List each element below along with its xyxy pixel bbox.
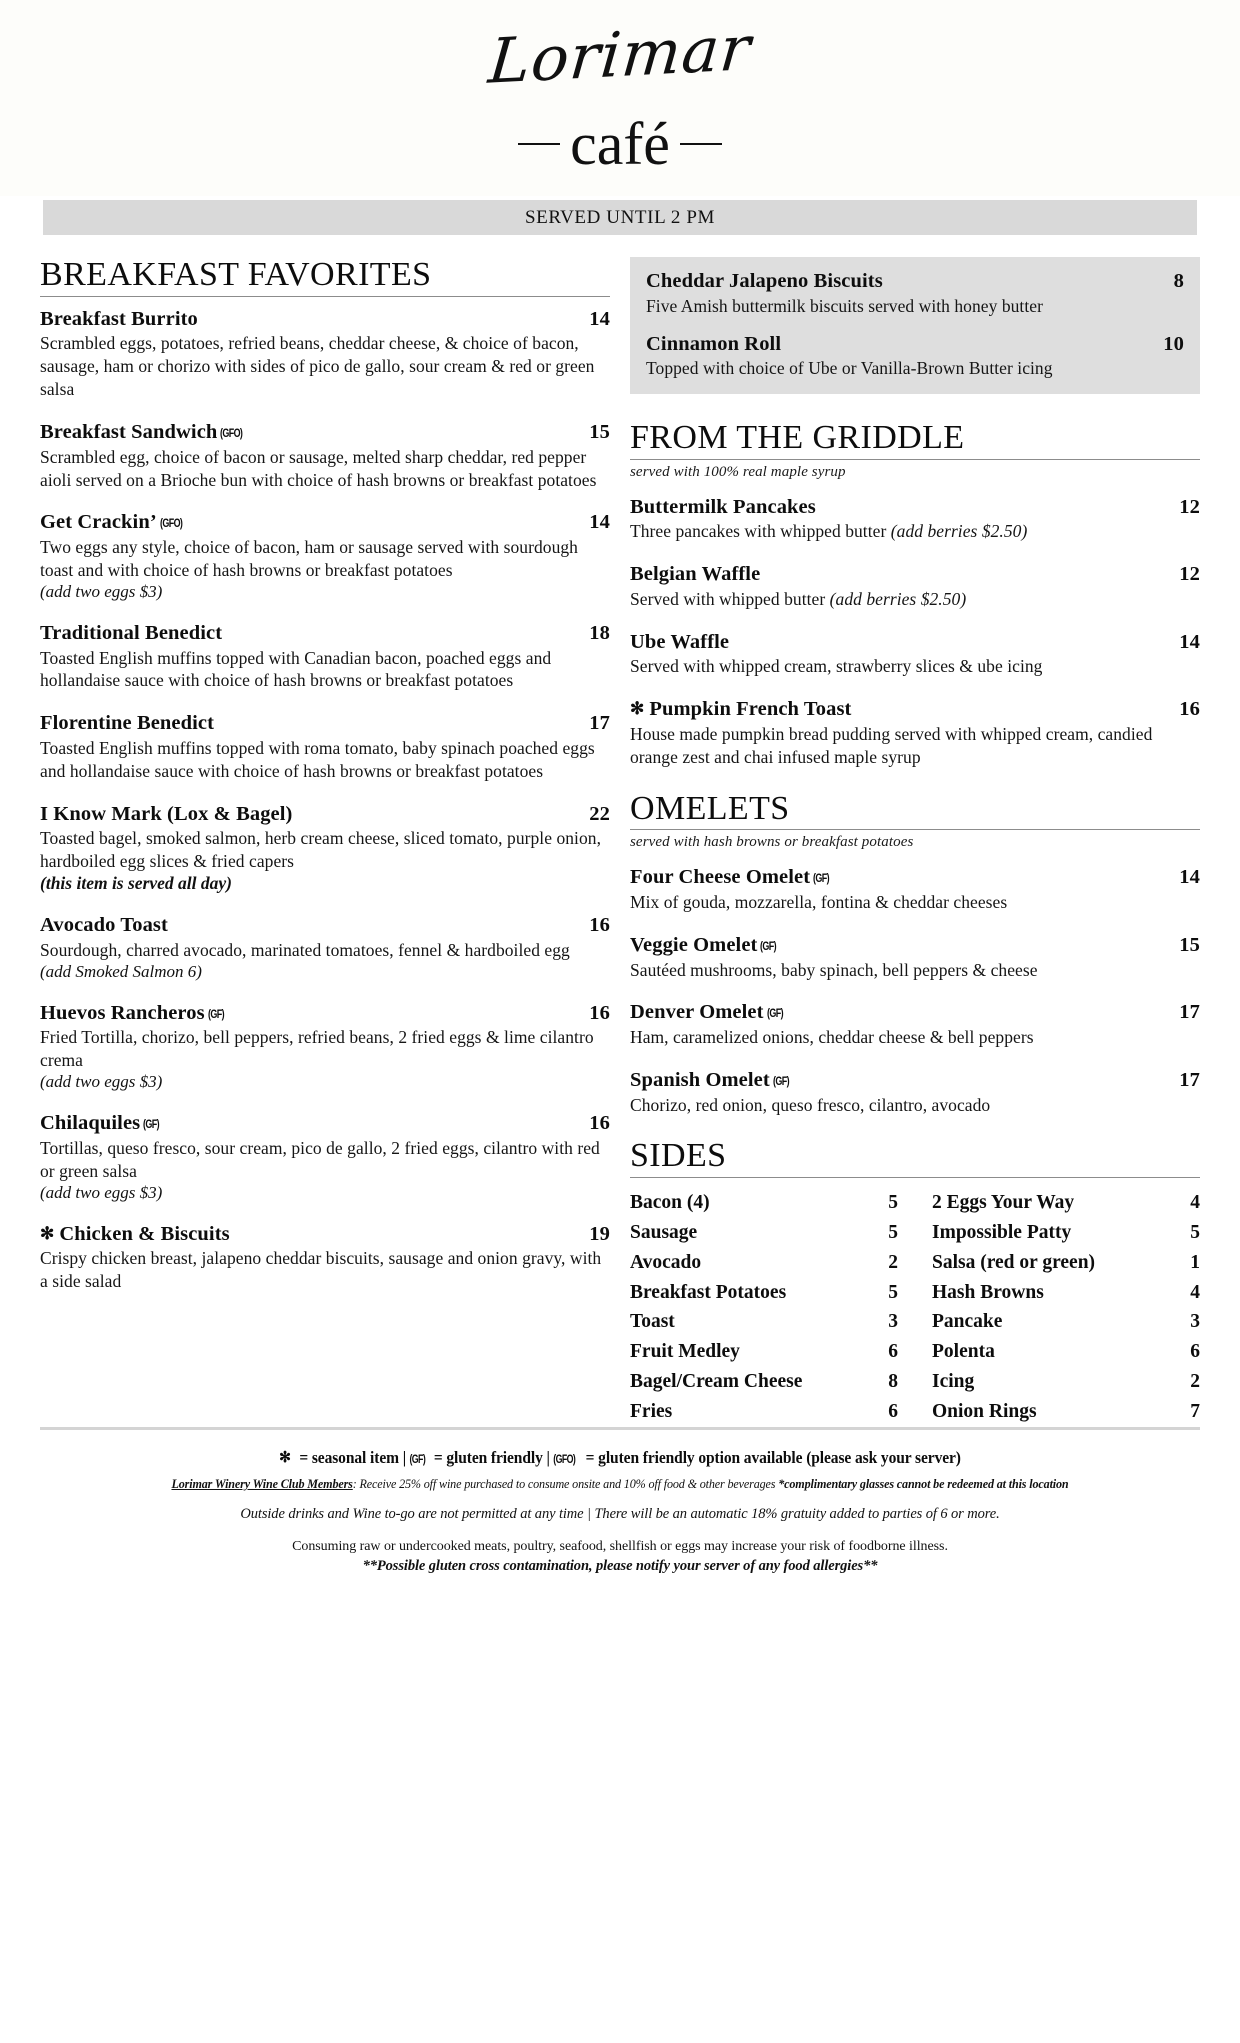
side-price: 5 — [888, 1192, 898, 1214]
menu-item-price: 8 — [1173, 270, 1184, 292]
side-name: Sausage — [630, 1221, 698, 1243]
side-name: Bagel/Cream Cheese — [630, 1371, 803, 1393]
menu-item-price: 14 — [1179, 866, 1200, 889]
menu-item-name: Florentine Benedict — [40, 712, 215, 735]
side-name: Bacon (4) — [630, 1192, 710, 1214]
legend-separator: | — [546, 1447, 550, 1467]
menu-columns — [0, 235, 1240, 1427]
section-title-sides: SIDES — [630, 1137, 727, 1175]
menu-item-price: 17 — [1179, 1001, 1200, 1024]
featured-items-box — [630, 257, 1200, 394]
menu-item-price: 22 — [589, 802, 610, 825]
menu-item-description: Tortillas, queso fresco, sour cream, pico de gallo, 2 fried eggs, cilantro with red or green salsa — [40, 1137, 600, 1181]
menu-item — [40, 1222, 610, 1293]
menu-item — [40, 621, 610, 692]
menu-item-name: Cheddar Jalapeno Biscuits — [646, 270, 883, 292]
side-name: Fries — [630, 1400, 673, 1422]
menu-item-header — [646, 332, 1184, 357]
menu-item-description: Scrambled eggs, potatoes, refried beans, cheddar cheese, & choice of bacon, sausage, ham or chorizo with sides of pico de gallo, sour cream & red or green salsa — [40, 333, 595, 400]
menu-item-description: Two eggs any style, choice of bacon, ham or sausage served with sourdough toast and with choice of hash browns or breakfast potatoes — [40, 537, 578, 580]
gfo-tag-icon: (GFO) — [220, 428, 243, 441]
served-until-banner — [43, 200, 1197, 235]
menu-item — [40, 913, 610, 982]
side-row — [932, 1367, 1200, 1397]
gfo-tag-icon: (GFO) — [553, 1451, 576, 1466]
menu-item — [40, 420, 610, 491]
menu-item-header — [40, 1111, 610, 1136]
menu-item-name: Get Crackin’ — [40, 511, 157, 534]
menu-item-title — [630, 1068, 793, 1093]
side-row — [932, 1188, 1200, 1218]
menu-item-price: 19 — [589, 1222, 610, 1245]
menu-item-title — [630, 933, 781, 958]
menu-item-title — [630, 630, 729, 655]
menu-item-title — [630, 1000, 787, 1025]
menu-item-name: I Know Mark (Lox & Bagel) — [40, 802, 293, 825]
menu-item-description: Served with whipped butter (add berries $2.50) — [630, 588, 967, 609]
side-price: 6 — [888, 1341, 898, 1363]
side-name: 2 Eggs Your Way — [932, 1192, 1075, 1214]
logo-rule-right-icon — [680, 143, 722, 145]
omelets-items-list — [630, 865, 1200, 1116]
menu-item-description: Topped with choice of Ube or Vanilla-Brown Butter icing — [646, 358, 1053, 379]
menu-item-title — [646, 269, 883, 294]
menu-item-header — [40, 711, 610, 736]
side-name: Salsa (red or green) — [932, 1251, 1096, 1273]
menu-item-name: Belgian Waffle — [630, 563, 761, 586]
side-price: 6 — [1190, 1341, 1200, 1363]
side-row — [630, 1367, 898, 1397]
side-name: Avocado — [630, 1251, 702, 1273]
side-row — [630, 1218, 898, 1248]
side-price: 3 — [1190, 1311, 1200, 1333]
section-title-from-the-griddle: FROM THE GRIDDLE — [630, 419, 965, 457]
brand-cafe-row — [470, 111, 770, 177]
menu-item-name: Pumpkin French Toast — [649, 698, 852, 721]
side-price: 1 — [1190, 1251, 1200, 1273]
seasonal-icon: ✻ — [630, 699, 645, 719]
menu-item-description: Toasted bagel, smoked salmon, herb cream cheese, sliced tomato, purple onion, hardboiled egg slices & fried capers — [40, 828, 601, 872]
menu-item-description: Toasted English muffins topped with roma tomato, baby spinach poached eggs and hollandaise sauce with choice of hash browns or breakfast potatoes — [40, 737, 595, 781]
menu-item-name: Breakfast Sandwich — [40, 421, 218, 444]
menu-item-description: Five Amish buttermilk biscuits served with honey butter — [646, 295, 1043, 316]
menu-item-title — [40, 621, 222, 646]
menu-item-description: Ham, caramelized onions, cheddar cheese & bell peppers — [630, 1027, 1034, 1048]
menu-item-price: 12 — [1179, 495, 1200, 518]
legend-separator: | — [402, 1447, 407, 1467]
menu-item-price: 14 — [589, 511, 610, 534]
menu-item-title — [630, 495, 816, 520]
brand-cafe-word: café — [570, 111, 670, 177]
menu-item-header — [40, 307, 610, 332]
side-row — [630, 1397, 898, 1427]
breakfast-favorites-list — [40, 307, 610, 1293]
menu-item-description: Chorizo, red onion, queso fresco, cilantro, avocado — [630, 1094, 991, 1115]
menu-item-price: 15 — [589, 421, 610, 444]
sides-grid — [630, 1188, 1200, 1427]
menu-item — [630, 1068, 1200, 1117]
menu-item-note: (this item is served all day) — [40, 873, 232, 894]
menu-item — [40, 307, 610, 401]
menu-item-title — [40, 510, 188, 535]
menu-item-description: Mix of gouda, mozzarella, fontina & cheddar cheeses — [630, 891, 1008, 912]
menu-item — [40, 1001, 610, 1092]
menu-item — [630, 630, 1200, 679]
menu-item — [630, 1000, 1200, 1049]
menu-item-header — [630, 495, 1200, 520]
menu-item-description: Toasted English muffins topped with Canadian bacon, poached eggs and hollandaise sauce with choice of hash browns or breakfast potatoes — [40, 647, 552, 691]
griddle-section-note: served with 100% real maple syrup — [630, 463, 846, 480]
menu-item-title — [40, 1001, 228, 1026]
side-name: Impossible Patty — [932, 1221, 1072, 1243]
gf-tag-icon: (GF) — [409, 1451, 426, 1466]
logo-rule-left-icon — [518, 143, 560, 145]
side-price: 5 — [888, 1281, 898, 1303]
side-row — [932, 1397, 1200, 1427]
menu-item-header — [630, 697, 1200, 722]
menu-item-note: (add two eggs $3) — [40, 1182, 163, 1202]
menu-item-description: Sautéed mushrooms, baby spinach, bell peppers & cheese — [630, 959, 1038, 980]
gf-tag-icon: (GF) — [143, 1119, 160, 1132]
menu-item — [646, 269, 1184, 318]
menu-item — [630, 495, 1200, 544]
menu-item-name: Veggie Omelet — [630, 933, 758, 956]
side-row — [630, 1248, 898, 1278]
menu-item — [40, 802, 610, 894]
menu-item-price: 14 — [1179, 630, 1200, 653]
side-price: 6 — [888, 1400, 898, 1422]
menu-item-header — [40, 1001, 610, 1026]
legend-gfo-text: = gluten friendly option available (please ask your server) — [585, 1447, 961, 1467]
side-price: 3 — [888, 1311, 898, 1333]
menu-item-header — [630, 1000, 1200, 1025]
side-name: Pancake — [932, 1311, 1003, 1333]
section-divider — [630, 459, 1200, 460]
menu-item-description: Crispy chicken breast, jalapeno cheddar biscuits, sausage and onion gravy, with a side salad — [40, 1248, 602, 1292]
menu-item-title — [40, 711, 214, 736]
section-title-omelets: OMELETS — [630, 789, 790, 827]
footer-legend — [80, 1448, 1159, 1468]
menu-item-header — [40, 621, 610, 646]
side-name: Toast — [630, 1311, 675, 1333]
menu-item-header — [630, 630, 1200, 655]
featured-items-list — [646, 269, 1184, 380]
side-row — [932, 1307, 1200, 1337]
menu-item-title — [40, 307, 198, 332]
side-row — [630, 1278, 898, 1308]
menu-item-name: Buttermilk Pancakes — [630, 495, 816, 518]
menu-item-description: Three pancakes with whipped butter (add berries $2.50) — [630, 521, 1028, 542]
menu-item — [630, 865, 1200, 914]
menu-item-title — [40, 420, 249, 445]
footer-policy: Outside drinks and Wine to-go are not permitted at any time | There will be an automatic 18% gratuity added to parties of 6 or more. — [240, 1505, 1000, 1522]
menu-item-name: Cinnamon Roll — [646, 332, 782, 355]
menu-item-description-addon: (add berries $2.50) — [890, 521, 1028, 542]
menu-footer — [0, 1430, 1240, 1575]
menu-item-name: Chilaquiles — [40, 1112, 141, 1135]
menu-item-description: Served with whipped cream, strawberry slices & ube icing — [630, 656, 1043, 677]
menu-item — [630, 697, 1200, 768]
menu-item-price: 15 — [1179, 933, 1200, 956]
menu-item-title — [40, 1222, 230, 1247]
served-until-label: SERVED UNTIL 2 PM — [524, 206, 716, 228]
menu-item-name: Ube Waffle — [630, 630, 730, 653]
gf-tag-icon: (GF) — [772, 1075, 789, 1088]
menu-item — [40, 1111, 610, 1202]
side-row — [630, 1188, 898, 1218]
menu-item-name: Denver Omelet — [630, 1001, 764, 1024]
side-name: Icing — [932, 1371, 975, 1393]
section-divider — [40, 296, 610, 297]
gf-tag-icon: (GF) — [766, 1008, 783, 1021]
gf-tag-icon: (GF) — [813, 873, 830, 886]
brand-logo — [0, 0, 1240, 196]
menu-item-header — [40, 802, 610, 827]
menu-item-header — [630, 562, 1200, 587]
menu-item-header — [40, 913, 610, 938]
gf-tag-icon: (GF) — [760, 940, 777, 953]
menu-item-title — [630, 865, 834, 890]
menu-item-title — [630, 562, 760, 587]
menu-item — [646, 332, 1184, 381]
side-name: Hash Browns — [932, 1281, 1044, 1303]
side-name: Polenta — [932, 1341, 995, 1363]
menu-item — [630, 562, 1200, 611]
side-row — [630, 1307, 898, 1337]
wine-club-body: : Receive 25% off wine purchased to consume onsite and 10% off food & other beverages — [352, 1476, 779, 1491]
menu-item-name: Four Cheese Omelet — [630, 866, 811, 889]
menu-item-title — [646, 332, 781, 357]
wine-club-disclaimer: *complimentary glasses cannot be redeemed at this location — [778, 1476, 1069, 1491]
menu-item — [630, 933, 1200, 982]
gf-tag-icon: (GF) — [207, 1008, 224, 1021]
menu-item-title — [40, 1111, 164, 1136]
legend-gf-text: = gluten friendly — [433, 1447, 543, 1467]
side-name: Onion Rings — [932, 1400, 1037, 1422]
menu-item-description: Fried Tortilla, chorizo, bell peppers, refried beans, 2 fried eggs & lime cilantro crema — [40, 1027, 594, 1071]
side-price: 5 — [888, 1221, 898, 1243]
side-price: 2 — [1190, 1371, 1200, 1393]
side-row — [932, 1337, 1200, 1367]
side-row — [932, 1278, 1200, 1308]
footer-wine-club — [63, 1477, 1177, 1492]
menu-item-header — [630, 865, 1200, 890]
side-name: Fruit Medley — [630, 1341, 740, 1363]
menu-item-price: 16 — [589, 914, 610, 937]
side-name: Breakfast Potatoes — [630, 1281, 787, 1303]
left-column — [40, 257, 610, 1427]
wine-club-label: Lorimar Winery Wine Club Members — [171, 1476, 353, 1491]
menu-item-header — [646, 269, 1184, 294]
menu-item — [40, 510, 610, 601]
menu-item-title — [40, 802, 292, 827]
menu-item-note: (add two eggs $3) — [40, 1072, 163, 1092]
menu-item-description: Scrambled egg, choice of bacon or sausage, melted sharp cheddar, red pepper aioli served on a Brioche bun with choice of hash browns or breakfast potatoes — [40, 446, 597, 490]
menu-item-title — [40, 913, 168, 938]
menu-item-price: 16 — [589, 1112, 610, 1135]
side-price: 8 — [888, 1371, 898, 1393]
menu-item-note: (add Smoked Salmon 6) — [40, 961, 202, 981]
menu-item-name: Avocado Toast — [40, 914, 168, 937]
menu-item-title — [630, 697, 852, 722]
menu-item-header — [630, 933, 1200, 958]
menu-item-header — [40, 510, 610, 535]
menu-item-note: (add two eggs $3) — [40, 581, 163, 601]
menu-item-price: 12 — [1179, 563, 1200, 586]
side-price: 4 — [1190, 1281, 1200, 1303]
section-divider — [630, 1177, 1200, 1178]
side-row — [932, 1248, 1200, 1278]
side-price: 2 — [888, 1251, 898, 1273]
menu-item-name: Traditional Benedict — [40, 621, 223, 644]
seasonal-icon: ✻ — [40, 1223, 55, 1243]
menu-item-price: 16 — [1179, 698, 1200, 721]
side-price: 5 — [1190, 1221, 1200, 1243]
menu-item-description-addon: (add berries $2.50) — [829, 588, 967, 609]
sides-column-2 — [932, 1188, 1200, 1427]
logo-inner — [470, 11, 770, 194]
menu-item-name: Spanish Omelet — [630, 1068, 770, 1091]
seasonal-icon: ✻ — [279, 1449, 291, 1466]
menu-item-header — [40, 1222, 610, 1247]
menu-item-price: 17 — [589, 712, 610, 735]
omelets-section-note: served with hash browns or breakfast potatoes — [630, 834, 914, 851]
menu-item-name: Huevos Rancheros — [40, 1001, 205, 1024]
side-price: 4 — [1190, 1192, 1200, 1214]
menu-item-price: 18 — [589, 621, 610, 644]
side-price: 7 — [1190, 1400, 1200, 1422]
menu-item-header — [40, 420, 610, 445]
menu-item — [40, 711, 610, 782]
section-title-breakfast-favorites: BREAKFAST FAVORITES — [40, 256, 432, 293]
menu-item-description: Sourdough, charred avocado, marinated tomatoes, fennel & hardboiled egg — [40, 939, 570, 960]
section-divider — [630, 829, 1200, 830]
menu-item-name: Chicken & Biscuits — [59, 1222, 230, 1245]
footer-allergy-notice: **Possible gluten cross contamination, please notify your server of any food allergies** — [362, 1557, 878, 1574]
menu-item-name: Breakfast Burrito — [40, 307, 198, 330]
brand-script-name: Lorimar — [485, 11, 755, 98]
menu-item-header — [630, 1068, 1200, 1093]
menu-item-price: 14 — [589, 307, 610, 330]
right-column — [630, 257, 1200, 1427]
menu-item-price: 10 — [1163, 332, 1184, 355]
sides-column-1 — [630, 1188, 898, 1427]
gfo-tag-icon: (GFO) — [159, 518, 183, 531]
griddle-items-list — [630, 495, 1200, 769]
menu-item-price: 17 — [1179, 1068, 1200, 1091]
footer-consuming-notice: Consuming raw or undercooked meats, poultry, seafood, shellfish or eggs may increase your risk of foodborne illness. — [292, 1538, 948, 1554]
side-row — [932, 1218, 1200, 1248]
menu-item-price: 16 — [589, 1001, 610, 1024]
side-row — [630, 1337, 898, 1367]
legend-seasonal-text: = seasonal item — [299, 1447, 399, 1467]
menu-item-description: House made pumpkin bread pudding served with whipped cream, candied orange zest and chai infused maple syrup — [630, 723, 1153, 767]
